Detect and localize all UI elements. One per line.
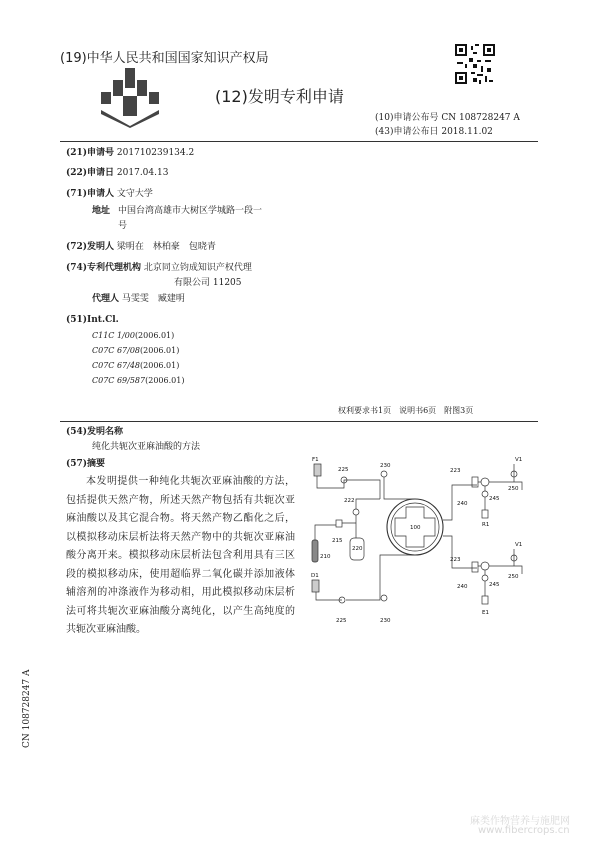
ipc-entry [92,360,184,371]
outlet-r1 [443,457,522,528]
outlet-e1 [443,536,522,616]
publication-number: CN 108728247 A [441,113,520,123]
emblem-logo [95,66,165,128]
header-rule [60,141,538,142]
applicant: 文守大学 [116,189,153,199]
process-diagram [302,450,538,630]
inventors: 梁明在 林柏豪 包晓青 [116,242,216,252]
feed-line-d1 [311,555,415,624]
application-number-label: (21)申请号 [66,148,115,158]
publication-date-line [375,126,493,138]
ipc-entry [92,330,184,341]
label-v1b: V1 [515,542,523,548]
agency-line-1: 北京同立钧成知识产权代理 [143,263,252,273]
side-publication-number: CN 108728247 A [22,669,32,748]
label-223b: 223 [450,557,461,563]
ipc-code: C07C 69/587 [92,376,146,385]
label-245a: 245 [489,496,500,502]
document-type: (12)发明专利申请 [215,87,344,106]
ipc-code: C07C 67/08 [92,346,141,355]
abstract [66,473,295,640]
emblem-icon [95,66,165,128]
label-v1a: V1 [515,457,523,463]
publication-date: 2018.11.02 [441,127,493,137]
label-240a: 240 [457,501,468,507]
inventors-line [66,241,216,253]
watermark-url: www.fibercrops.cn [478,825,570,836]
agents-line [92,293,185,305]
agency-label: (74)专利代理机构 [66,263,142,273]
biblio-rule [60,421,538,422]
address-line-1: 中国台湾高雄市大树区学城路一段一 [118,206,263,216]
ipc-entry [92,375,184,386]
applicant-label: (71)申请人 [66,189,115,199]
label-223a: 223 [450,468,461,474]
application-number: 201710239134.2 [116,148,195,158]
ipc-version: (2006.01) [145,376,185,385]
label-230b: 230 [380,618,391,624]
label-f1: F1 [312,457,319,463]
agency-line [66,262,252,274]
applicant-line [66,188,153,200]
publication-number-line [375,112,520,124]
qr-code [455,44,495,84]
filing-date-label: (22)申请日 [66,168,115,178]
address-line-2: 号 [118,221,128,231]
abstract-figure [302,450,538,630]
label-220: 220 [352,546,363,552]
pages-info: 权利要求书1页 说明书6页 附图3页 [338,406,474,415]
agency-line-2: 有限公司 11205 [174,278,242,288]
ipc-list [92,330,184,386]
label-250b: 250 [508,574,519,580]
label-100: 100 [410,525,421,531]
ipc-version: (2006.01) [140,346,180,355]
ipc-version: (2006.01) [140,361,180,370]
publication-number-label: (10)申请公布号 [375,113,439,123]
publication-date-label: (43)申请公布日 [375,127,439,137]
address-label: 地址 [92,206,111,216]
label-240b: 240 [457,584,468,590]
abstract-text: 本发明提供一种纯化共轭次亚麻油酸的方法，包括提供天然产物，所述天然产物包括有共轭次亚麻油酸以及其它混合物。将天然产物乙酯化之后，以模拟移动床层析法将天然产物中的共轭次亚麻油酸分离开来。模拟移动床层析法包含利用具有三区段的模拟移动床，使用超临界二氧化碳并添加液体辅溶剂的冲涤液作为移动相，用此模拟移动床层析法可将共轭次亚麻油酸分离纯化，以产生高纯度的共轭次亚麻油酸。 [66,476,295,635]
abstract-label: (57)摘要 [66,459,106,469]
label-225a: 225 [338,467,349,473]
feed-line-f1 [312,457,415,499]
ipc-code: C11C 1/00 [92,331,135,340]
intcl-label: (51)Int.Cl. [66,315,119,325]
label-222: 222 [344,498,355,504]
agents: 马雯雯 臧建明 [121,294,185,304]
co2-supply [312,498,380,562]
application-number-line [66,147,194,159]
ipc-code: C07C 67/48 [92,361,141,370]
label-215: 215 [332,538,343,544]
agents-label: 代理人 [92,294,120,304]
label-225b: 225 [336,618,347,624]
label-d1: D1 [311,573,319,579]
invention-title: 纯化共轭次亚麻油酸的方法 [92,442,201,452]
ipc-entry [92,345,184,356]
title-label: (54)发明名称 [66,427,124,437]
qr-code-icon [455,44,495,84]
label-210: 210 [320,554,331,560]
watermark-cn: 麻类作物营养与施肥网 [470,816,570,827]
label-230a: 230 [380,463,391,469]
patent-office: (19)中华人民共和国国家知识产权局 [60,51,269,66]
label-245b: 245 [489,582,500,588]
ipc-version: (2006.01) [134,331,175,340]
smb-unit-100 [387,499,443,555]
filing-date: 2017.04.13 [116,168,169,178]
filing-date-line [66,167,168,179]
inventors-label: (72)发明人 [66,242,115,252]
label-r1: R1 [482,522,490,528]
label-e1: E1 [482,610,489,616]
label-250a: 250 [508,486,519,492]
